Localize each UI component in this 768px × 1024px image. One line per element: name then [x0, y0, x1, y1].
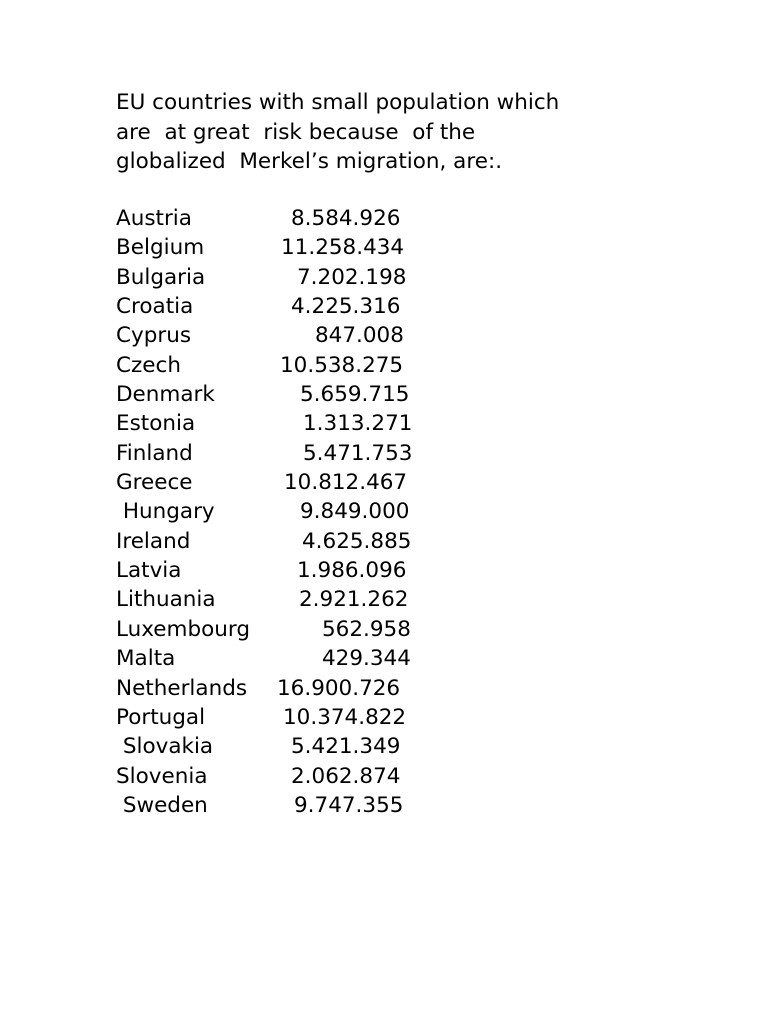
country-name: Lithuania	[116, 587, 216, 613]
list-item	[116, 468, 446, 497]
country-name: Netherlands	[116, 675, 248, 701]
country-name: Croatia	[116, 294, 194, 320]
list-item	[116, 409, 446, 438]
list-item	[116, 263, 446, 292]
document-body	[116, 88, 716, 177]
population-list	[116, 204, 446, 820]
population-value: 4.625.885	[302, 528, 412, 554]
list-item	[116, 674, 446, 703]
list-item	[116, 204, 446, 233]
population-value: 5.471.753	[303, 440, 413, 466]
population-value: 2.921.262	[299, 587, 409, 613]
population-value: 10.374.822	[283, 704, 407, 730]
country-name: Austria	[116, 206, 192, 231]
country-name: Portugal	[116, 704, 206, 730]
country-name: Belgium	[116, 235, 205, 261]
list-item	[116, 527, 446, 556]
country-name: Denmark	[116, 382, 215, 408]
country-name: Czech	[116, 352, 181, 378]
country-name: Greece	[116, 470, 193, 496]
list-item	[116, 762, 446, 791]
population-value: 9.849.000	[300, 499, 410, 525]
population-value: 1.313.271	[303, 411, 413, 437]
list-item	[116, 292, 446, 321]
list-item	[116, 497, 446, 526]
country-name: Slovakia	[116, 734, 214, 760]
population-value: 4.225.316	[291, 294, 401, 320]
population-value: 9.747.355	[294, 792, 404, 818]
list-item	[116, 351, 446, 380]
list-item	[116, 439, 446, 468]
list-item	[116, 791, 446, 820]
population-value: 10.812.467	[284, 470, 408, 496]
population-value: 1.986.096	[297, 558, 407, 584]
population-value: 7.202.198	[297, 264, 407, 290]
country-name: Finland	[116, 440, 193, 466]
list-item	[116, 380, 446, 409]
country-name: Estonia	[116, 411, 196, 437]
population-value: 429.344	[322, 646, 411, 672]
country-name: Hungary	[116, 499, 215, 525]
country-name: Slovenia	[116, 763, 208, 789]
list-item	[116, 585, 446, 614]
list-item	[116, 644, 446, 673]
population-value: 562.958	[322, 616, 411, 642]
population-value: 11.258.434	[281, 235, 405, 261]
population-value: 10.538.275	[280, 352, 404, 378]
country-name: Latvia	[116, 558, 182, 584]
country-name: Malta	[116, 646, 176, 672]
intro-line: globalized Merkel’s migration, are:.	[116, 149, 503, 174]
intro-line: are at great risk because of the	[116, 119, 476, 145]
country-name: Luxembourg	[116, 616, 250, 642]
country-name: Ireland	[116, 528, 191, 554]
intro-paragraph	[116, 88, 716, 177]
population-value: 5.421.349	[291, 734, 401, 760]
country-name: Cyprus	[116, 323, 192, 349]
population-value: 2.062.874	[291, 763, 401, 789]
population-value: 16.900.726	[277, 675, 401, 701]
population-value: 847.008	[315, 323, 404, 349]
list-item	[116, 703, 446, 732]
list-item	[116, 732, 446, 761]
list-item	[116, 321, 446, 350]
country-name: Sweden	[116, 792, 208, 818]
country-name: Bulgaria	[116, 264, 206, 290]
list-item	[116, 615, 446, 644]
population-value: 8.584.926	[291, 206, 401, 231]
intro-line: EU countries with small population which	[116, 90, 560, 115]
list-item	[116, 556, 446, 585]
list-item	[116, 233, 446, 262]
population-value: 5.659.715	[300, 382, 410, 408]
